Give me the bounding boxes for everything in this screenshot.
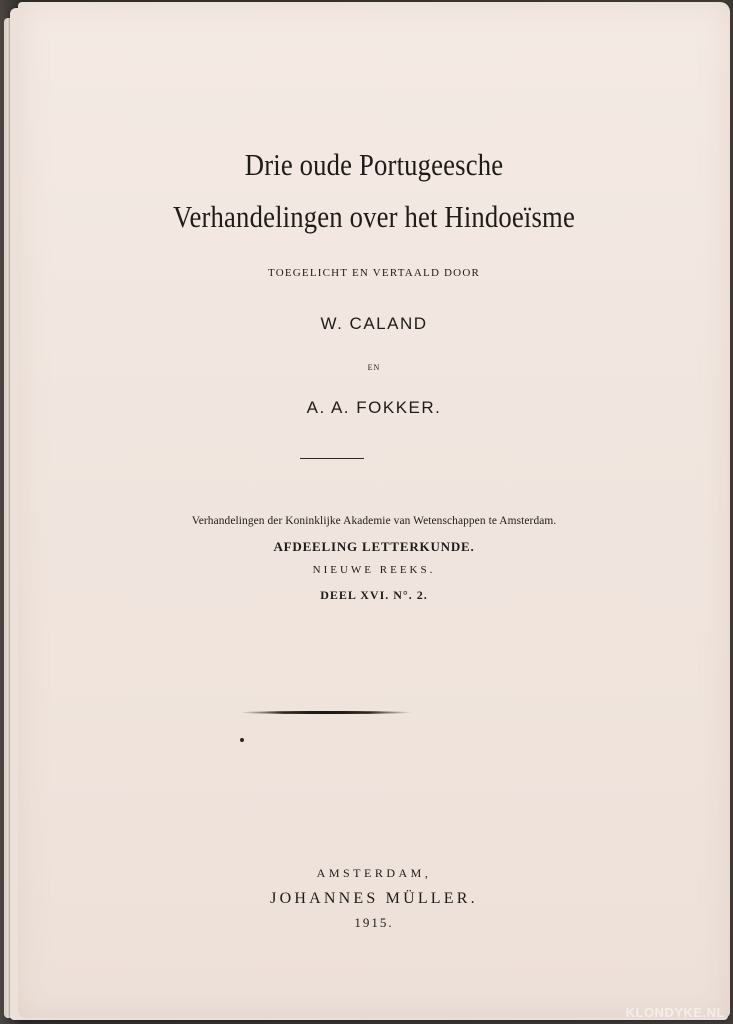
watermark-logo: KLONDYKE.NL <box>625 1005 725 1020</box>
divider-rule <box>300 458 364 459</box>
imprint-place: AMSTERDAM, <box>316 866 432 880</box>
conjunction: EN <box>367 363 381 372</box>
series-volume: DEEL XVI. N°. 2. <box>320 588 428 602</box>
series-department: AFDEELING LETTERKUNDE. <box>273 539 475 554</box>
ornamental-rule <box>240 711 412 714</box>
ink-speck <box>240 738 244 742</box>
title-line-2: Verhandelingen over het Hindoeïsme <box>173 199 575 234</box>
imprint-publisher: JOHANNES MÜLLER. <box>270 890 478 907</box>
series-publication: Verhandelingen der Koninklijke Akademie van Wetenschappen te Amsterdam. <box>191 513 557 527</box>
title-page <box>18 2 730 1018</box>
author-1: W. CALAND <box>320 314 428 333</box>
imprint-year: 1915. <box>354 915 394 930</box>
series-reeks: NIEUWE REEKS. <box>312 564 436 576</box>
title-line-1: Drie oude Portugeesche <box>244 147 504 182</box>
subtitle: TOEGELICHT EN VERTAALD DOOR <box>267 267 481 279</box>
author-2: A. A. FOKKER. <box>306 398 442 417</box>
